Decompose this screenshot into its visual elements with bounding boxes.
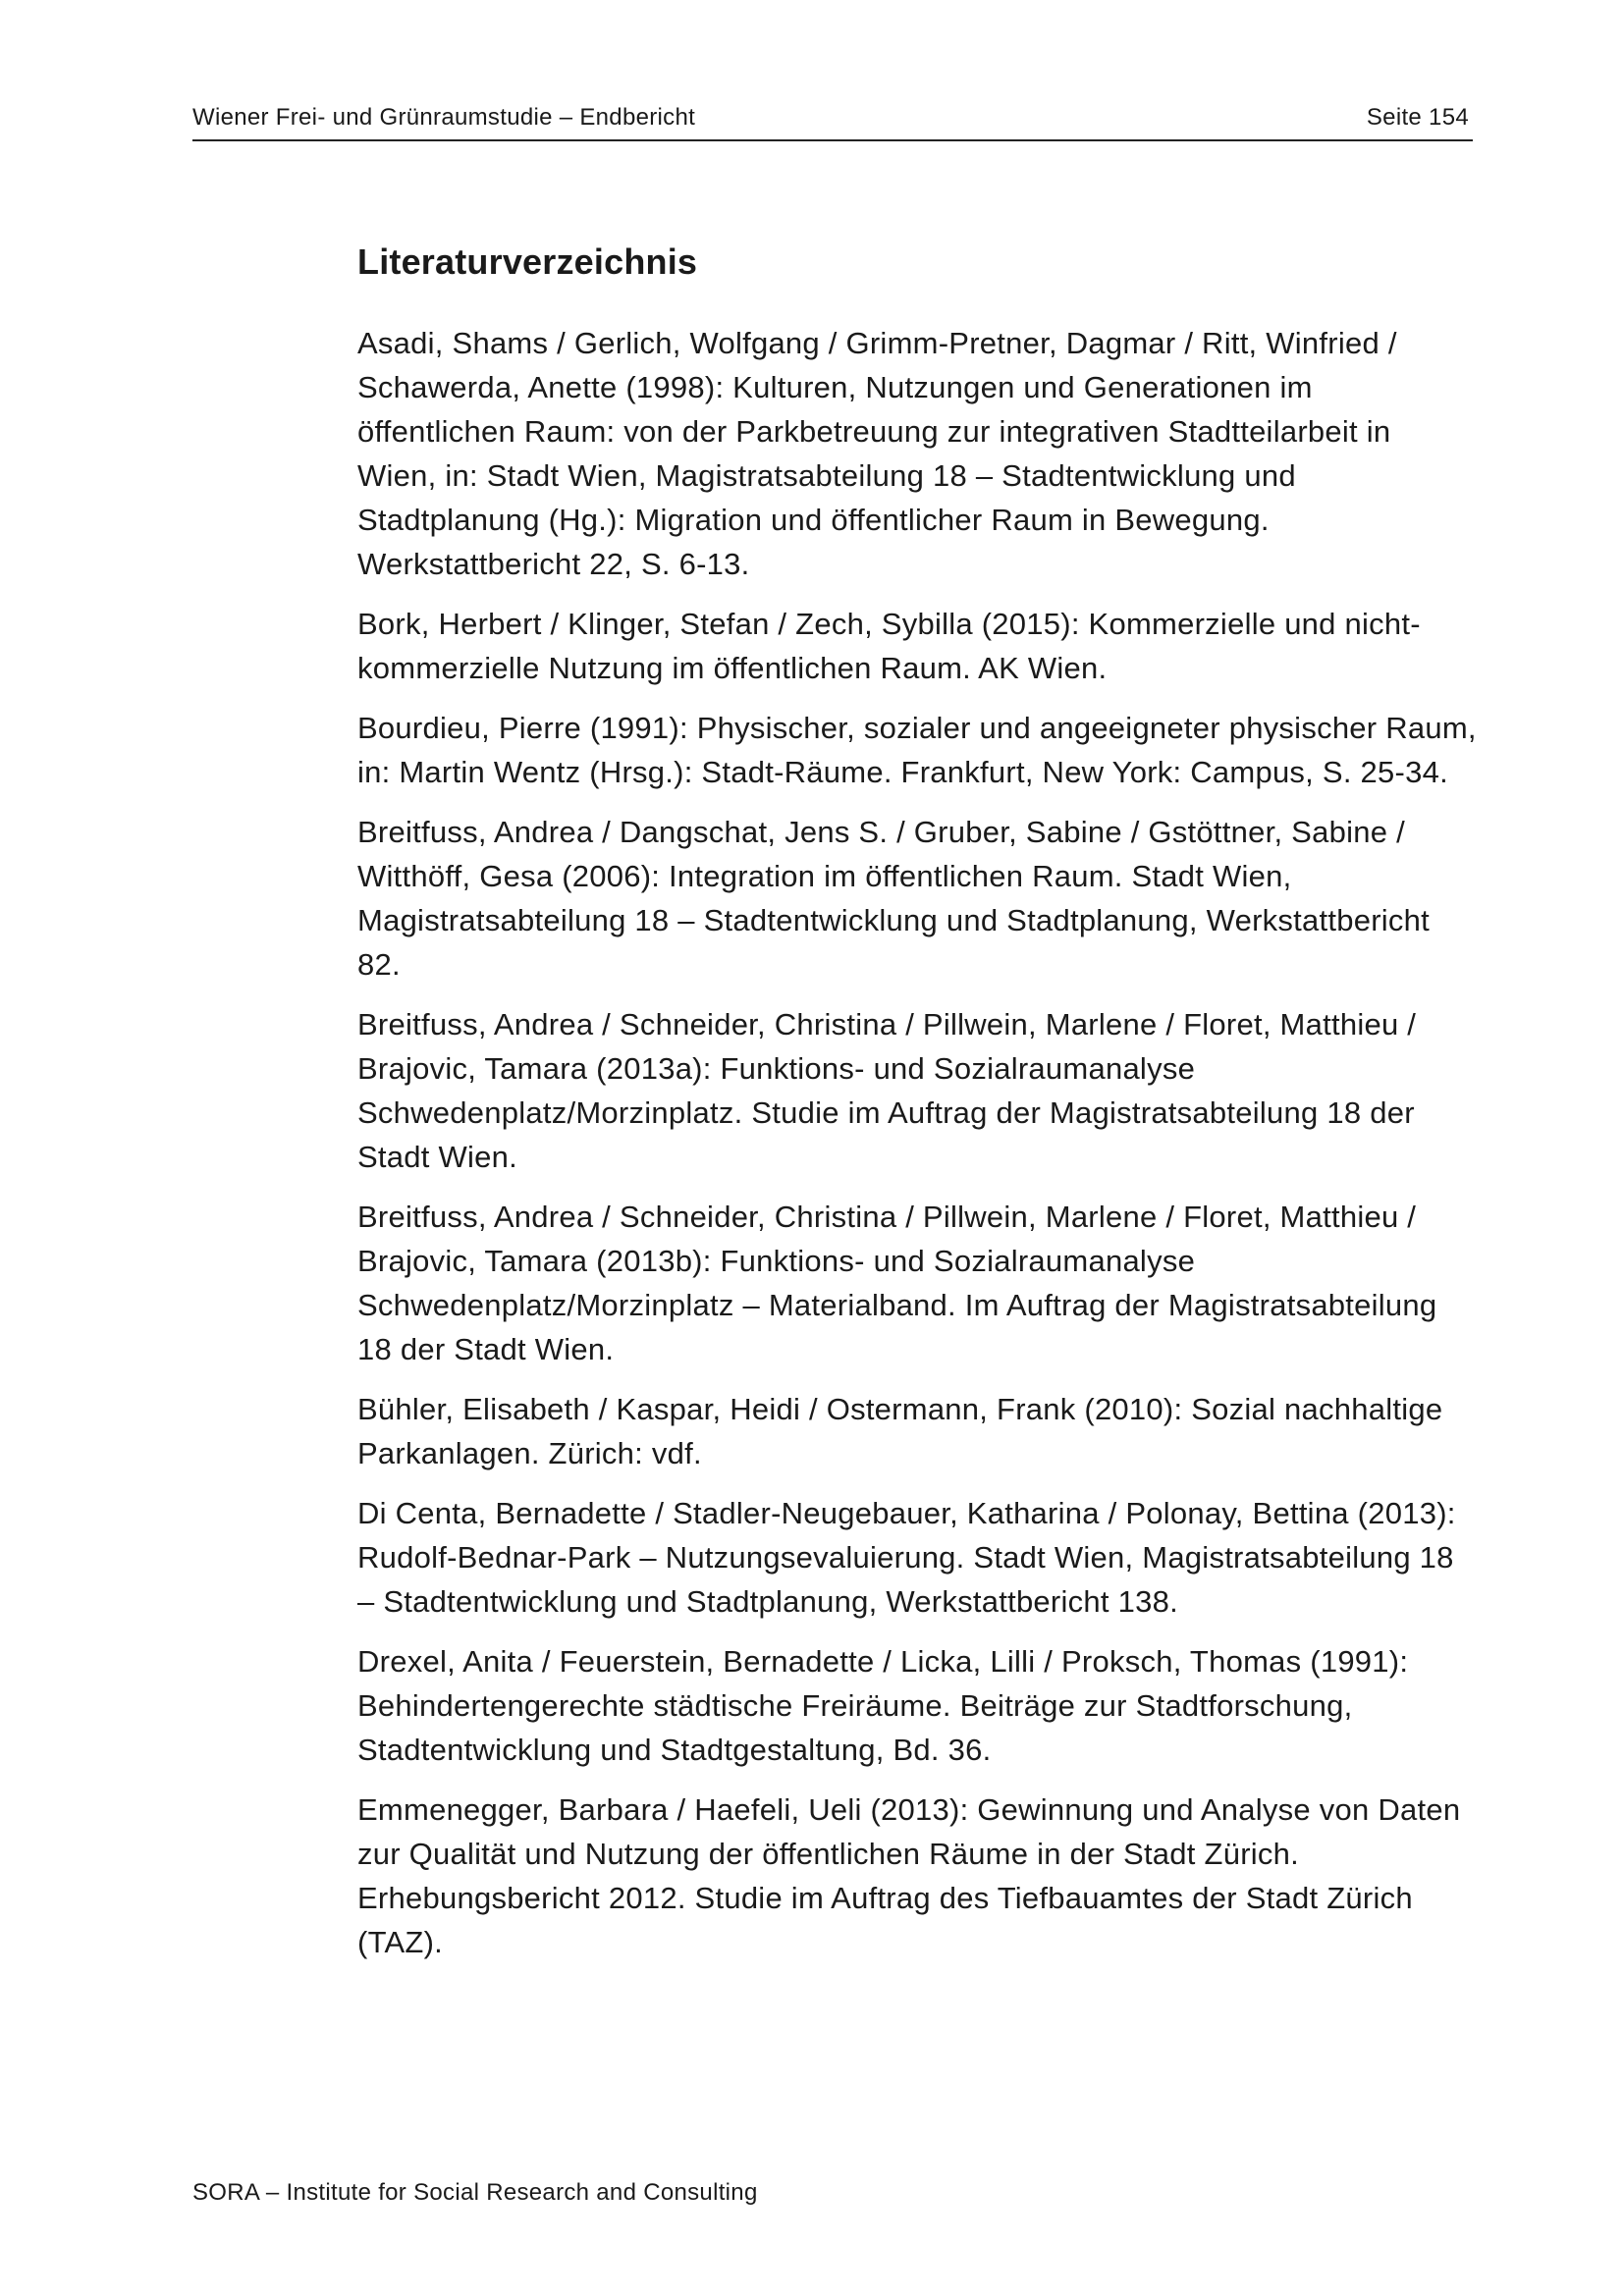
reference-item: Bork, Herbert / Klinger, Stefan / Zech, Sybilla (2015): Kommerzielle und nicht-kommerzielle Nutzung im öffentlichen Raum. AK Wien. xyxy=(357,607,1421,685)
reference-list xyxy=(357,321,1477,1964)
page-header xyxy=(192,104,1473,141)
reference-item: Asadi, Shams / Gerlich, Wolfgang / Grimm-Pretner, Dagmar / Ritt, Winfried / Schawerda, Anette (1998): Kulturen, Nutzungen und Generationen im öffentlichen Raum: von der Parkbetreuung zur integrativen Stadtteilarbeit in Wien, in: Stadt Wien, Magistratsabteilung 18 – Stadtentwicklung und Stadtplanung (Hg.): Migration und öffentlicher Raum in Bewegung. Werkstattbericht 22, S. 6-13. xyxy=(357,326,1397,581)
page-footer: SORA – Institute for Social Research and Consulting xyxy=(192,2179,758,2206)
page-number: Seite 154 xyxy=(1366,104,1469,131)
reference-item: Breitfuss, Andrea / Dangschat, Jens S. / Gruber, Sabine / Gstöttner, Sabine / Witthöff, Gesa (2006): Integration im öffentlichen Raum. Stadt Wien, Magistratsabteilung 18 – Stadtentwicklung und Stadtplanung, Werkstattbericht 82. xyxy=(357,815,1431,982)
reference-item: Drexel, Anita / Feuerstein, Bernadette / Licka, Lilli / Proksch, Thomas (1991): Behindertengerechte städtische Freiräume. Beiträge zur Stadtforschung, Stadtentwicklung und Stadtgestaltung, Bd. 36. xyxy=(357,1644,1409,1767)
section-title: Literaturverzeichnis xyxy=(357,241,698,282)
reference-item: Emmenegger, Barbara / Haefeli, Ueli (2013): Gewinnung und Analyse von Daten zur Qualität und Nutzung der öffentlichen Räume in der Stadt Zürich. Erhebungsbericht 2012. Studie im Auftrag des Tiefbauamtes der Stadt Zürich (TAZ). xyxy=(357,1792,1461,1959)
main-content xyxy=(357,241,1477,1980)
reference-item: Breitfuss, Andrea / Schneider, Christina / Pillwein, Marlene / Floret, Matthieu / Brajovic, Tamara (2013b): Funktions- und Sozialraumanalyse Schwedenplatz/Morzinplatz – Materialband. Im Auftrag der Magistratsabteilung 18 der Stadt Wien. xyxy=(357,1200,1437,1366)
reference-item: Breitfuss, Andrea / Schneider, Christina / Pillwein, Marlene / Floret, Matthieu / Brajovic, Tamara (2013a): Funktions- und Sozialraumanalyse Schwedenplatz/Morzinplatz. Studie im Auftrag der Magistratsabteilung 18 der Stadt Wien. xyxy=(357,1007,1417,1174)
reference-item: Di Centa, Bernadette / Stadler-Neugebauer, Katharina / Polonay, Bettina (2013): Rudolf-Bednar-Park – Nutzungsevaluierung. Stadt Wien, Magistratsabteilung 18 – Stadtentwicklung und Stadtplanung, Werkstattbericht 138. xyxy=(357,1496,1456,1619)
reference-item: Bourdieu, Pierre (1991): Physischer, sozialer und angeeigneter physischer Raum, in: Martin Wentz (Hrsg.): Stadt-Räume. Frankfurt, New York: Campus, S. 25-34. xyxy=(357,711,1477,789)
document-title: Wiener Frei- und Grünraumstudie – Endbericht xyxy=(192,104,696,131)
reference-item: Bühler, Elisabeth / Kaspar, Heidi / Ostermann, Frank (2010): Sozial nachhaltige Parkanlagen. Zürich: vdf. xyxy=(357,1392,1443,1470)
